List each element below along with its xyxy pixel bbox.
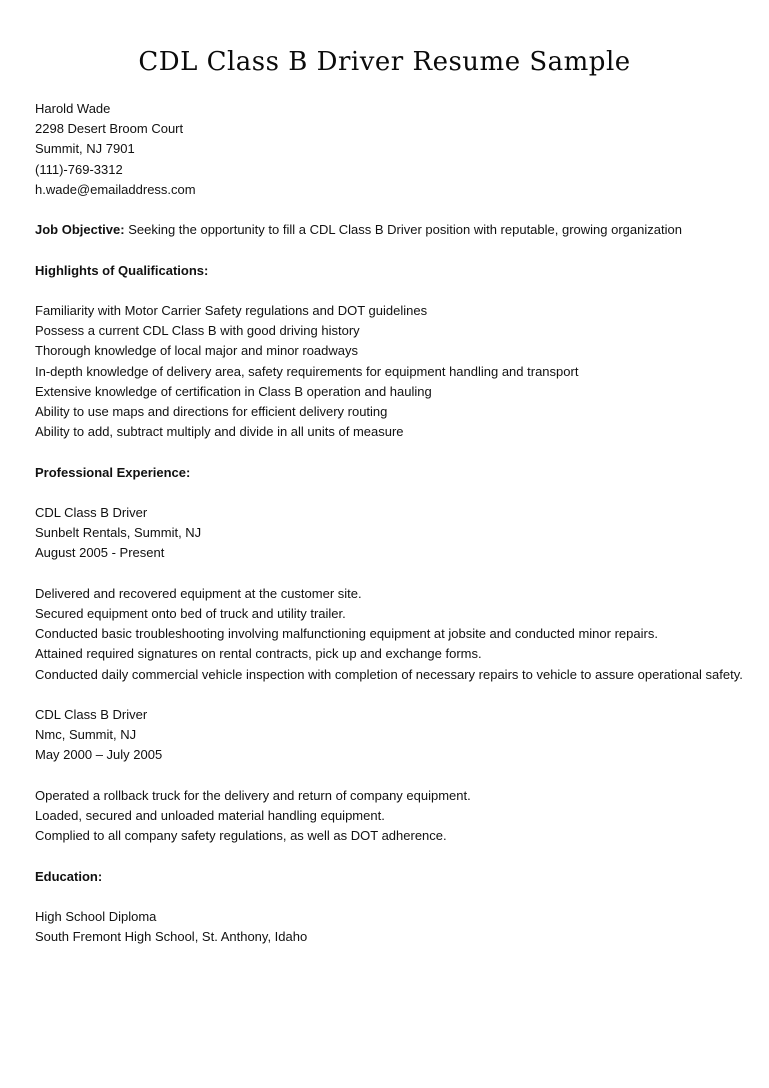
- job-dates: May 2000 – July 2005: [35, 747, 163, 763]
- job-duties: [35, 584, 750, 685]
- education-degree: High School Diploma: [35, 908, 157, 924]
- job-entry-2: [35, 705, 750, 846]
- list-item: Ability to use maps and directions for efficient delivery routing: [35, 404, 388, 419]
- list-item: Thorough knowledge of local major and minor roadways: [35, 343, 359, 359]
- job-duties: [35, 786, 750, 847]
- contact-block: [35, 99, 750, 200]
- list-item: Extensive knowledge of certification in Class B operation and hauling: [35, 383, 432, 399]
- list-item: Attained required signatures on rental contracts, pick up and exchange forms.: [35, 646, 482, 662]
- list-item: In-depth knowledge of delivery area, safety requirements for equipment handling and transport: [35, 363, 579, 379]
- contact-city: Summit, NJ 7901: [35, 141, 135, 157]
- list-item: Delivered and recovered equipment at the customer site.: [35, 585, 362, 601]
- job-objective: [35, 220, 750, 240]
- list-item: Operated a rollback truck for the delivery and return of company equipment.: [35, 787, 471, 803]
- job-title: CDL Class B Driver: [35, 706, 148, 722]
- resume-body: [35, 99, 750, 947]
- job-company: Nmc, Summit, NJ: [35, 727, 137, 743]
- qualifications-heading: Highlights of Qualifications:: [35, 262, 209, 278]
- education-school: South Fremont High School, St. Anthony, Idaho: [35, 929, 308, 945]
- list-item: Ability to add, subtract multiply and divide in all units of measure: [35, 424, 404, 440]
- list-item: Possess a current CDL Class B with good driving history: [35, 323, 360, 339]
- job-entry-1: [35, 503, 750, 685]
- list-item: Secured equipment onto bed of truck and utility trailer.: [35, 605, 346, 621]
- list-item: Conducted daily commercial vehicle inspection with completion of necessary repairs to vehicle to assure operational safety.: [35, 666, 743, 682]
- list-item: Conducted basic troubleshooting involving malfunctioning equipment at jobsite and conducted minor repairs.: [35, 626, 658, 642]
- list-item: Familiarity with Motor Carrier Safety regulations and DOT guidelines: [35, 302, 428, 318]
- job-company: Sunbelt Rentals, Summit, NJ: [35, 525, 202, 541]
- list-item: Loaded, secured and unloaded material handling equipment.: [35, 807, 385, 823]
- objective-text: Seeking the opportunity to fill a CDL Class B Driver position with reputable, growing organization: [124, 222, 682, 238]
- document-title: CDL Class B Driver Resume Sample: [138, 47, 631, 77]
- job-dates: August 2005 - Present: [35, 545, 165, 561]
- contact-phone: (111)-769-3312: [35, 161, 123, 177]
- experience-heading: Professional Experience:: [35, 464, 191, 480]
- list-item: Complied to all company safety regulations, as well as DOT adherence.: [35, 828, 447, 844]
- education-heading: Education:: [35, 868, 103, 884]
- contact-street: 2298 Desert Broom Court: [35, 121, 184, 137]
- contact-name: Harold Wade: [35, 101, 111, 116]
- qualifications-list: [35, 301, 750, 442]
- contact-email: h.wade@emailaddress.com: [35, 181, 196, 197]
- job-title: CDL Class B Driver: [35, 504, 148, 520]
- objective-label: Job Objective:: [35, 222, 125, 238]
